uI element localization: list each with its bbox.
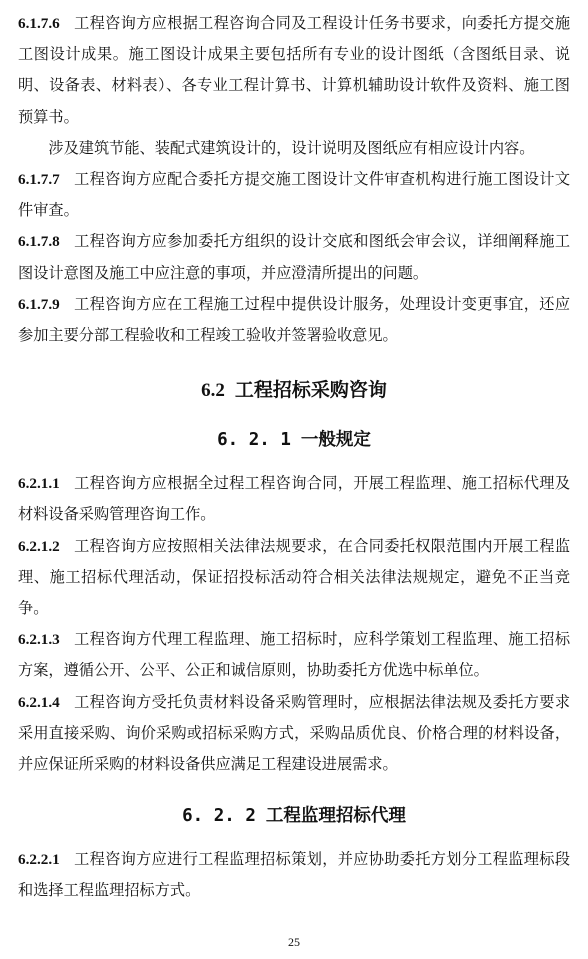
clause-text: 工程咨询方受托负责材料设备采购管理时，应根据法律法规及委托方要求采用直接采购、询价采购或招标采购方式，采购品质优良、价格合理的材料设备，并应保证所采购的材料设备供应满足工程建设进展需求。 [18, 692, 570, 774]
clause-text: 工程咨询方应按照相关法律法规要求，在合同委托权限范围内开展工程监理、施工招标代理活动，保证招投标活动符合相关法律法规规定，避免不正当竞争。 [18, 536, 570, 618]
clause-number: 6.2.1.2 [18, 537, 60, 555]
clause-text: 工程咨询方应根据工程咨询合同及工程设计任务书要求，向委托方提交施工图设计成果。施工图设计成果主要包括所有专业的设计图纸（含图纸目录、说明、设备表、材料表）、各专业工程计算书、计算机辅助设计软件及资料、施工图预算书。 [18, 14, 570, 126]
clause-6-1-7-9 [18, 289, 570, 351]
subsection-heading-6-2-2 [18, 800, 570, 832]
clause-6-2-1-4 [18, 687, 570, 781]
clause-6-1-7-7 [18, 164, 570, 226]
clause-number: 6.2.2.1 [18, 851, 60, 869]
clause-6-2-1-2 [18, 531, 570, 625]
subsection-heading-6-2-1 [18, 424, 570, 456]
clause-number: 6.2.1.1 [18, 475, 60, 493]
clause-6-1-7-6 [18, 8, 570, 133]
clause-number: 6.1.7.8 [18, 233, 60, 251]
clause-number: 6.1.7.7 [18, 171, 60, 189]
section-title: 工程招标采购咨询 [234, 379, 387, 402]
page-number: 25 [288, 935, 300, 949]
clause-number: 6.1.7.9 [18, 295, 60, 313]
clause-text: 工程咨询方应在工程施工过程中提供设计服务，处理设计变更事宜，还应参加主要分部工程验收和工程竣工验收并签署验收意见。 [18, 294, 570, 345]
subsection-title: 工程监理招标代理 [265, 806, 406, 827]
section-number: 6.2 [201, 380, 225, 402]
clause-6-2-2-1 [18, 844, 570, 906]
subsection-number: 6. 2. 2 [182, 806, 256, 827]
subsection-number: 6. 2. 1 [217, 430, 291, 451]
clause-text: 工程咨询方应根据全过程工程咨询合同，开展工程监理、施工招标代理及材料设备采购管理咨询工作。 [18, 474, 570, 524]
section-heading-6-2 [18, 373, 570, 408]
clause-number: 6.2.1.3 [18, 631, 60, 649]
clause-6-2-1-3 [18, 624, 570, 686]
clause-text: 工程咨询方代理工程监理、施工招标时，应科学策划工程监理、施工招标方案，遵循公开、公平、公正和诚信原则，协助委托方优选中标单位。 [18, 630, 570, 680]
clause-text: 工程咨询方应参加委托方组织的设计交底和图纸会审会议，详细阐释施工图设计意图及施工中应注意的事项，并应澄清所提出的问题。 [18, 232, 570, 282]
clause-number: 6.2.1.4 [18, 693, 60, 711]
subsection-title: 一般规定 [300, 430, 371, 451]
clause-6-1-7-8 [18, 226, 570, 288]
clause-6-2-1-1 [18, 468, 570, 530]
clause-note: 涉及建筑节能、装配式建筑设计的，设计说明及图纸应有相应设计内容。 [48, 138, 535, 157]
clause-text: 工程咨询方应进行工程监理招标策划，并应协助委托方划分工程监理标段和选择工程监理招标方式。 [18, 850, 570, 900]
clause-text: 工程咨询方应配合委托方提交施工图设计文件审查机构进行施工图设计文件审查。 [18, 170, 570, 220]
clause-number: 6.1.7.6 [18, 15, 60, 32]
